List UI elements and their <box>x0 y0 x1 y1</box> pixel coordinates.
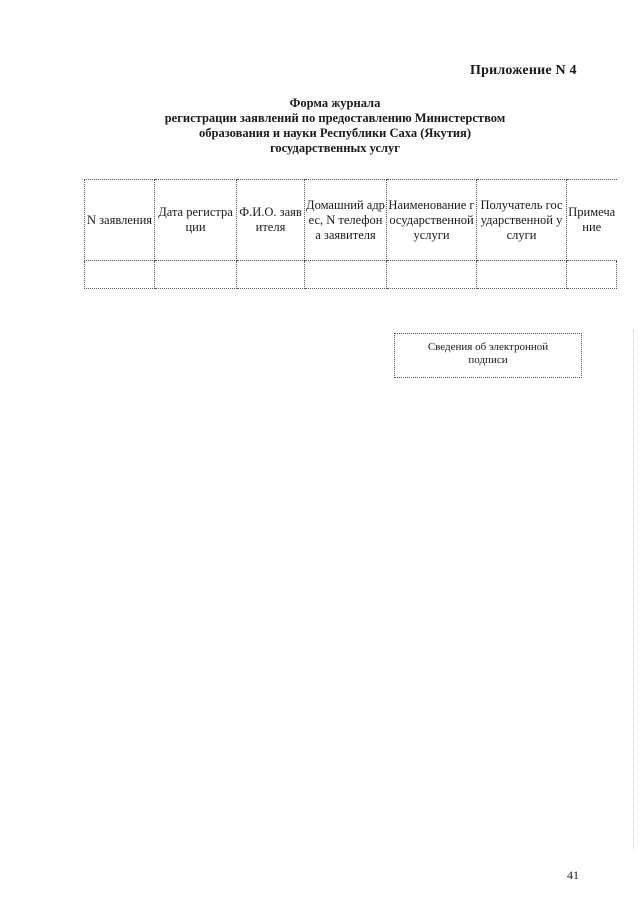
registration-journal-table <box>84 179 617 289</box>
form-title-line-4: государственных услуг <box>270 141 400 155</box>
table-header-row <box>85 180 617 261</box>
column-header-registration-date: Дата регистрации <box>155 180 237 261</box>
column-header-applicant-name: Ф.И.О. заявителя <box>237 180 305 261</box>
table-cell <box>155 261 237 289</box>
page-number: 41 <box>567 868 579 882</box>
form-title-line-1: Форма журнала <box>289 96 381 110</box>
table-cell <box>387 261 477 289</box>
column-header-note: Примечание <box>567 180 617 261</box>
table-cell <box>237 261 305 289</box>
table-cell <box>85 261 155 289</box>
table-cell <box>567 261 617 289</box>
column-header-address-phone: Домашний адрес, N телефона заявителя <box>305 180 387 261</box>
appendix-label: Приложение N 4 <box>470 63 577 78</box>
electronic-signature-label: Сведения об электронной подписи <box>427 341 549 366</box>
table-row <box>85 261 617 289</box>
column-header-application-number: N заявления <box>85 180 155 261</box>
table-cell <box>477 261 567 289</box>
form-title-line-2: регистрации заявлений по предоставлению Министерством <box>164 111 506 125</box>
form-title <box>110 96 560 156</box>
form-title-line-3: образования и науки Республики Саха (Якутия) <box>199 126 471 140</box>
column-header-service-recipient: Получатель государственной услуги <box>477 180 567 261</box>
scan-edge-line <box>633 330 634 850</box>
table-cell <box>305 261 387 289</box>
electronic-signature-box <box>394 333 582 378</box>
column-header-service-name: Наименование государственной услуги <box>387 180 477 261</box>
